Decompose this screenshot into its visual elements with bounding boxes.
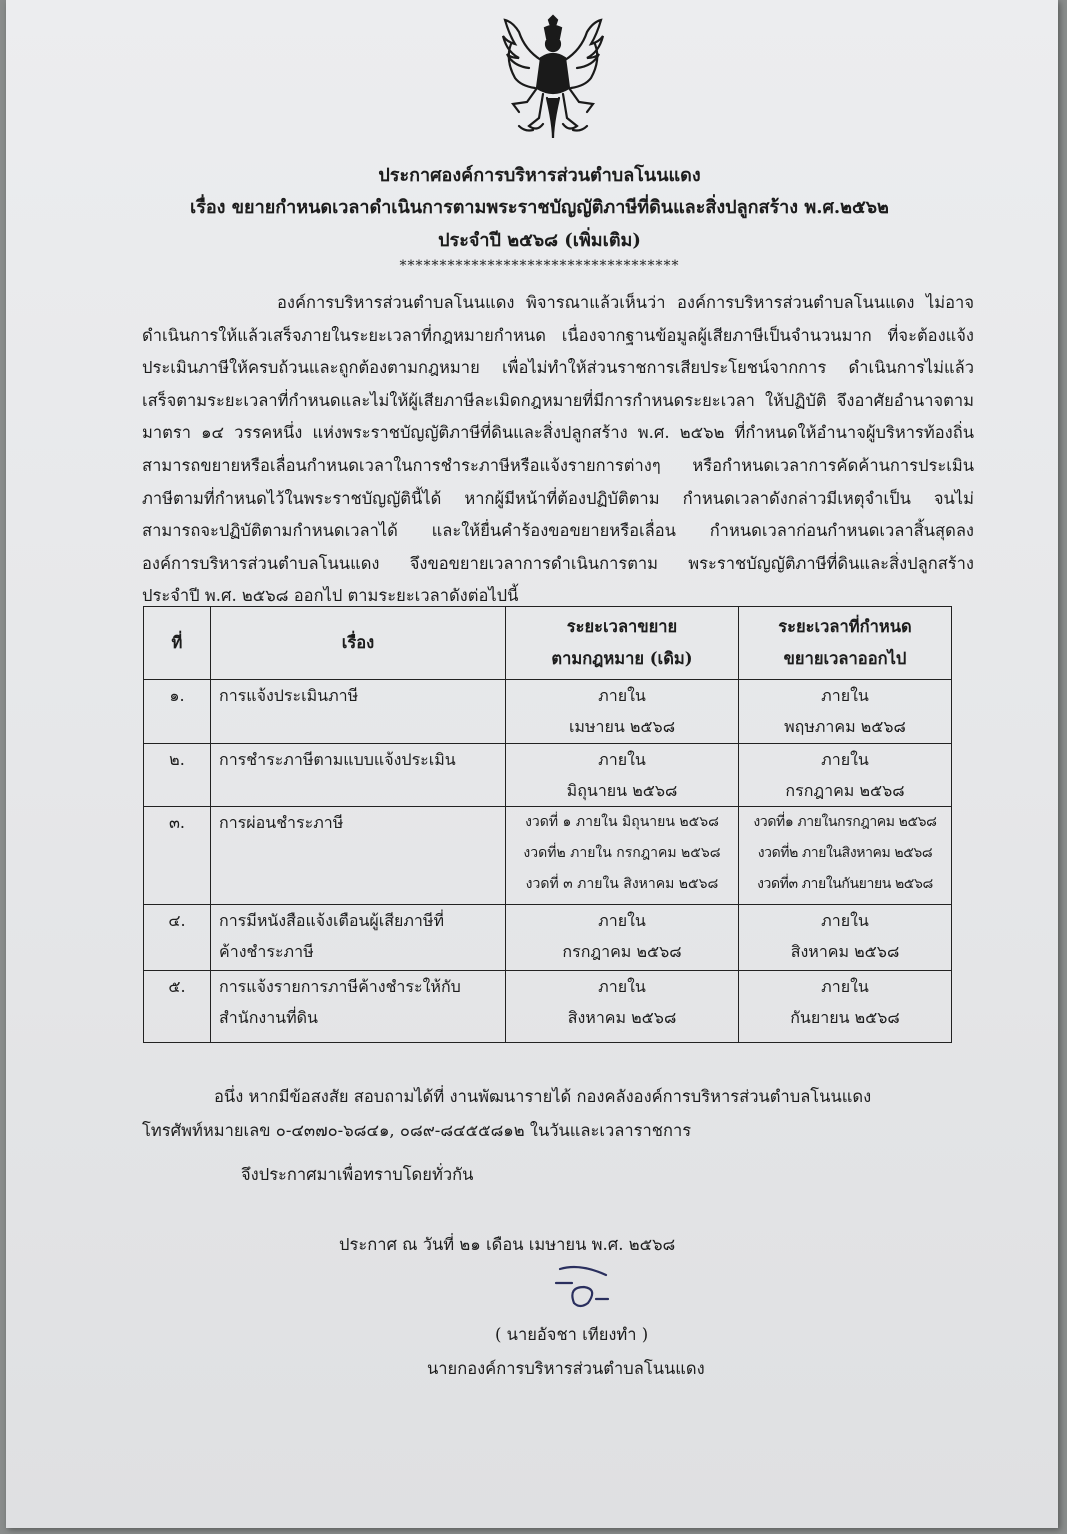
row-extended-line: สิงหาคม ๒๕๖๘ (790, 942, 900, 961)
installment-line: งวดที่ ๓ ภายใน สิงหาคม ๒๕๖๘ (525, 876, 719, 892)
body-paragraph: องค์การบริหารส่วนตำบลโนนแดง พิจารณาแล้วเห็นว่า องค์การบริหารส่วนตำบลโนนแดง ไม่อาจดำเนินการให้แล้วเสร็จภายในระยะเวลาที่กฎหมายกำหนด เนื่องจากฐานข้อมูลผู้เสียภาษีเป็นจำนวนมาก ที่จะต้องแจ้งประเมินภาษีให้ครบถ้วนและถูกต้องตามกฎหมาย เพื่อไม่ทำให้ส่วนราชการเสียประโยชน์จากการ ดำเนินการไม่แล้วเสร็จตามระยะเวลาที่กำหนดและไม่ให้ผู้เสียภาษีละเมิดกฎหมายที่มีการกำหนดระยะเวลา ให้ปฏิบัติ จึงอาศัยอำนาจตามมาตรา ๑๔ วรรคหนึ่ง แห่งพระราชบัญญัติภาษีที่ดินและสิ่งปลูกสร้าง พ.ศ. ๒๕๖๒ ที่กำหนดให้อำนาจผู้บริหารท้องถิ่นสามารถขยายหรือเลื่อนกำหนดเวลาในการชำระภาษีหรือแจ้งรายการต่างๆ หรือกำหนดเวลาการคัดค้านการประเมินภาษีตามที่กำหนดไว้ในพระราชบัญญัตินี้ได้ หากผู้มีหน้าที่ต้องปฏิบัติตาม กำหนดเวลาดังกล่าวมีเหตุจำเป็น จนไม่สามารถจะปฏิบัติตามกำหนดเวลาได้ และให้ยื่นคำร้องขอขยายหรือเลื่อน กำหนดเวลาก่อนกำหนดเวลาสิ้นสุดลง องค์การบริหารส่วนตำบลโนนแดง จึงขอขยายเวลาการดำเนินการตาม พระราชบัญญัติภาษีที่ดินและสิ่งปลูกสร้าง ประจำปี พ.ศ. ๒๕๖๘ ออกไป ตามระยะเวลาดังต่อไปนี้ (142, 293, 974, 606)
closing-line: จึงประกาศมาเพื่อทราบโดยทั่วกัน (241, 1165, 474, 1184)
table-header-row (144, 607, 952, 680)
row-extended-line: ภายใน (821, 977, 869, 996)
row-extended-installments (739, 807, 952, 905)
header-original (506, 607, 739, 680)
row-no: ๔. (144, 905, 211, 971)
row-extended-deadline (739, 744, 952, 807)
table-row (144, 807, 952, 905)
row-subject-line: การแจ้งรายการภาษีค้างชำระให้กับ (219, 977, 461, 996)
row-extended-line: ภายใน (821, 911, 869, 930)
header-extended-line-2: ขยายเวลาออกไป (783, 649, 907, 668)
row-subject (211, 905, 506, 971)
table-row (144, 744, 952, 807)
announcement-title: ประกาศองค์การบริหารส่วนตำบลโนนแดง (378, 165, 701, 186)
row-extended-deadline (739, 905, 952, 971)
header-extended-line-1: ระยะเวลาที่กำหนด (778, 617, 912, 636)
row-extended-line: พฤษภาคม ๒๕๖๘ (784, 717, 906, 736)
row-subject (211, 744, 506, 807)
row-original-installments (506, 807, 739, 905)
row-original-line: ภายใน (598, 750, 646, 769)
row-subject (211, 807, 506, 905)
row-original-line: ภายใน (598, 911, 646, 930)
signature-icon (554, 1263, 614, 1313)
row-subject-line: การผ่อนชำระภาษี (219, 813, 344, 832)
row-subject (211, 971, 506, 1043)
row-extended-line: กรกฎาคม ๒๕๖๘ (785, 781, 905, 800)
row-extended-line: ภายใน (821, 686, 869, 705)
document-page (6, 0, 1058, 1528)
table-row (144, 680, 952, 744)
signatory-name: ( นายอัจชา เทียงทำ ) (495, 1325, 649, 1344)
header-original-line-1: ระยะเวลาขยาย (566, 617, 678, 636)
row-subject-line: การชำระภาษีตามแบบแจ้งประเมิน (219, 750, 456, 769)
row-original-deadline (506, 744, 739, 807)
header-original-line-2: ตามกฎหมาย (เดิม) (551, 649, 693, 668)
garuda-emblem-icon (489, 14, 617, 142)
installment-line: งวดที่๓ ภายในกันยายน ๒๕๖๘ (757, 876, 933, 892)
row-original-line: กรกฎาคม ๒๕๖๘ (562, 942, 682, 961)
row-no: ๓. (144, 807, 211, 905)
announce-date: ประกาศ ณ วันที่ ๒๑ เดือน เมษายน พ.ศ. ๒๕๖๘ (339, 1235, 676, 1254)
announcement-year: ประจำปี ๒๕๖๘ (เพิ่มเติม) (438, 230, 641, 251)
row-extended-line: ภายใน (821, 750, 869, 769)
announcement-subject: เรื่อง ขยายกำหนดเวลาดำเนินการตามพระราชบัญญัติภาษีที่ดินและสิ่งปลูกสร้าง พ.ศ.๒๕๖๒ (190, 197, 889, 218)
row-subject-line: ค้างชำระภาษี (219, 942, 314, 961)
row-original-deadline (506, 971, 739, 1043)
row-subject-line: สำนักงานที่ดิน (219, 1008, 318, 1027)
row-no: ๒. (144, 744, 211, 807)
contact-line-2: โทรศัพท์หมายเลข ๐-๔๓๗๐-๖๘๔๑, ๐๘๙-๘๔๕๕๘๑๒ ในวันและเวลาราชการ (142, 1121, 692, 1140)
star-separator: *********************************** (399, 258, 680, 274)
row-subject-line: การแจ้งประเมินภาษี (219, 686, 359, 705)
installment-line: งวดที่ ๑ ภายใน มิถุนายน ๒๕๖๘ (525, 814, 719, 830)
row-extended-deadline (739, 680, 952, 744)
header-no: ที่ (144, 607, 211, 680)
header-subject: เรื่อง (211, 607, 506, 680)
row-extended-line: กันยายน ๒๕๖๘ (790, 1008, 900, 1027)
row-no: ๑. (144, 680, 211, 744)
row-no: ๕. (144, 971, 211, 1043)
body-text (142, 287, 974, 613)
row-original-line: ภายใน (598, 686, 646, 705)
row-original-deadline (506, 905, 739, 971)
schedule-table (143, 606, 952, 1043)
row-subject-line: การมีหนังสือแจ้งเตือนผู้เสียภาษีที่ (219, 911, 444, 930)
installment-line: งวดที่๑ ภายในกรกฎาคม ๒๕๖๘ (753, 814, 937, 830)
table-row (144, 971, 952, 1043)
installment-line: งวดที่๒ ภายใน กรกฎาคม ๒๕๖๘ (523, 845, 721, 861)
row-original-line: ภายใน (598, 977, 646, 996)
signatory-position: นายกองค์การบริหารส่วนตำบลโนนแดง (427, 1359, 705, 1378)
contact-line-1: อนึ่ง หากมีข้อสงสัย สอบถามได้ที่ งานพัฒนารายได้ กองคลังองค์การบริหารส่วนตำบลโนนแดง (214, 1087, 872, 1106)
row-original-line: มิถุนายน ๒๕๖๘ (566, 781, 678, 800)
installment-line: งวดที่๒ ภายในสิงหาคม ๒๕๖๘ (757, 845, 933, 861)
row-original-deadline (506, 680, 739, 744)
row-original-line: สิงหาคม ๒๕๖๘ (567, 1008, 677, 1027)
row-subject (211, 680, 506, 744)
header-extended (739, 607, 952, 680)
table-row (144, 905, 952, 971)
row-extended-deadline (739, 971, 952, 1043)
row-original-line: เมษายน ๒๕๖๘ (568, 717, 676, 736)
